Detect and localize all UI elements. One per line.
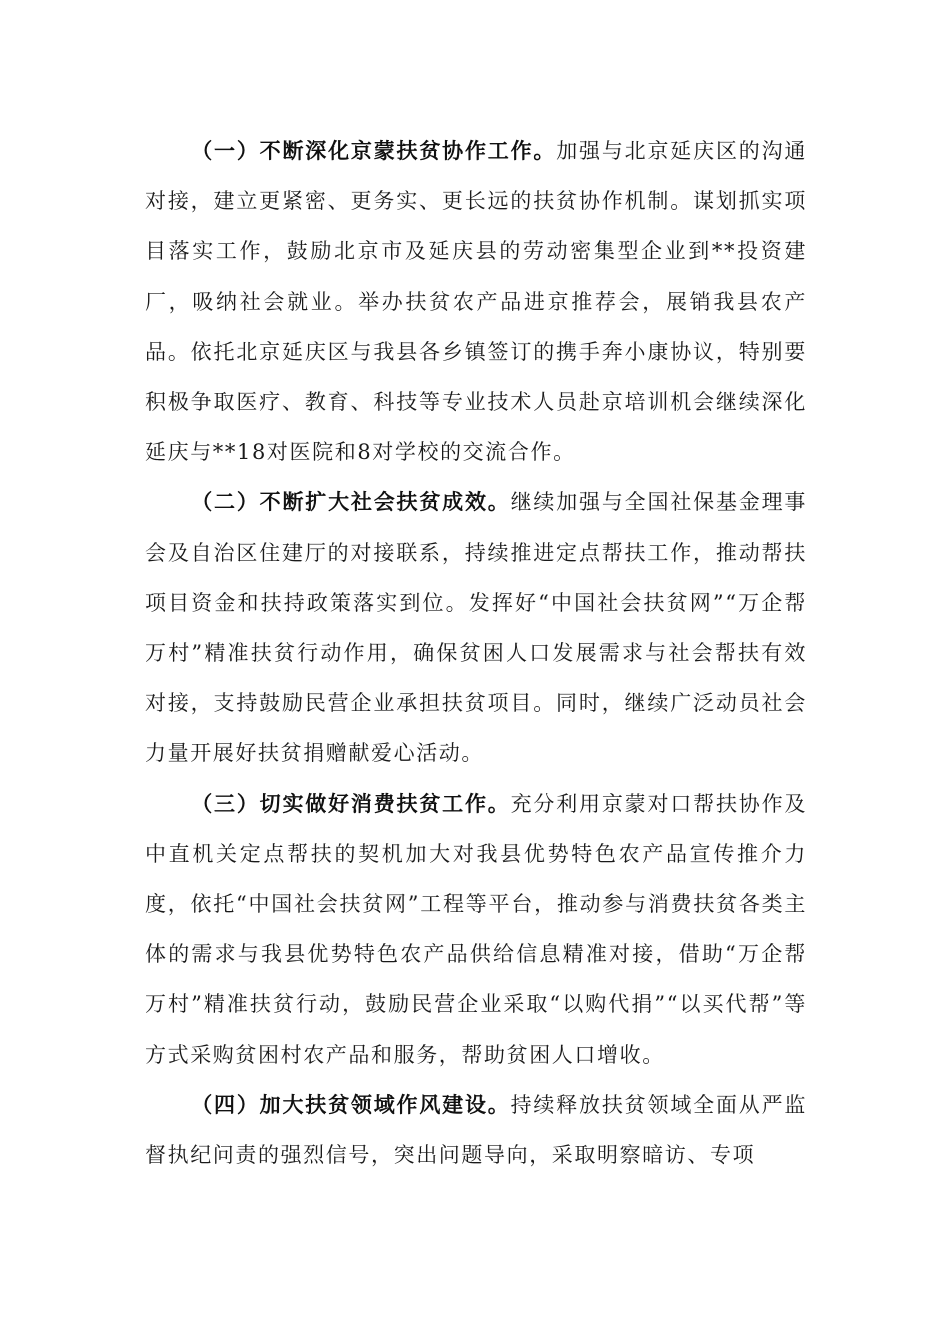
paragraph-4-heading: （四）加大扶贫领域作风建设。 xyxy=(191,1092,511,1117)
document-body xyxy=(145,126,807,1180)
paragraph-1-heading: （一）不断深化京蒙扶贫协作工作。 xyxy=(191,139,557,163)
paragraph-3-text: 充分利用京蒙对口帮扶协作及中直机关定点帮扶的契机加大对我县优势特色农产品宣传推介力度，依托“中国社会扶贫网”工程等平台，推动参与消费扶贫各类主体的需求与我县优势特色农产品供给信息精准对接，借助“万企帮万村”精准扶贫行动，鼓励民营企业采取“以购代捐”“以买代帮”等方式采购贫困村农产品和服务，帮助贫困人口增收。 xyxy=(145,791,807,1067)
paragraph-2 xyxy=(145,477,807,778)
paragraph-2-heading: （二）不断扩大社会扶贫成效。 xyxy=(191,490,511,515)
paragraph-2-text: 继续加强与全国社保基金理事会及自治区住建厅的对接联系，持续推进定点帮扶工作，推动帮扶项目资金和扶持政策落实到位。发挥好“中国社会扶贫网”“万企帮万村”精准扶贫行动作用，确保贫困人口发展需求与社会帮扶有效对接，支持鼓励民营企业承担扶贫项目。同时，继续广泛动员社会力量开展好扶贫捐赠献爱心活动。 xyxy=(145,490,807,766)
paragraph-4-text: 持续释放扶贫领域全面从严监督执纪问责的强烈信号，突出问题导向，采取明察暗访、专项 xyxy=(145,1092,807,1168)
paragraph-3 xyxy=(145,779,807,1080)
paragraph-4 xyxy=(145,1080,807,1180)
paragraph-1 xyxy=(145,126,807,477)
paragraph-1-text: 加强与北京延庆区的沟通对接，建立更紧密、更务实、更长远的扶贫协作机制。谋划抓实项目落实工作，鼓励北京市及延庆县的劳动密集型企业到**投资建厂，吸纳社会就业。举办扶贫农产品进京推荐会，展销我县农产品。依托北京延庆区与我县各乡镇签订的携手奔小康协议，特别要积极争取医疗、教育、科技等专业技术人员赴京培训机会继续深化延庆与**18对医院和8对学校的交流合作。 xyxy=(145,139,807,465)
paragraph-3-heading: （三）切实做好消费扶贫工作。 xyxy=(191,791,511,816)
